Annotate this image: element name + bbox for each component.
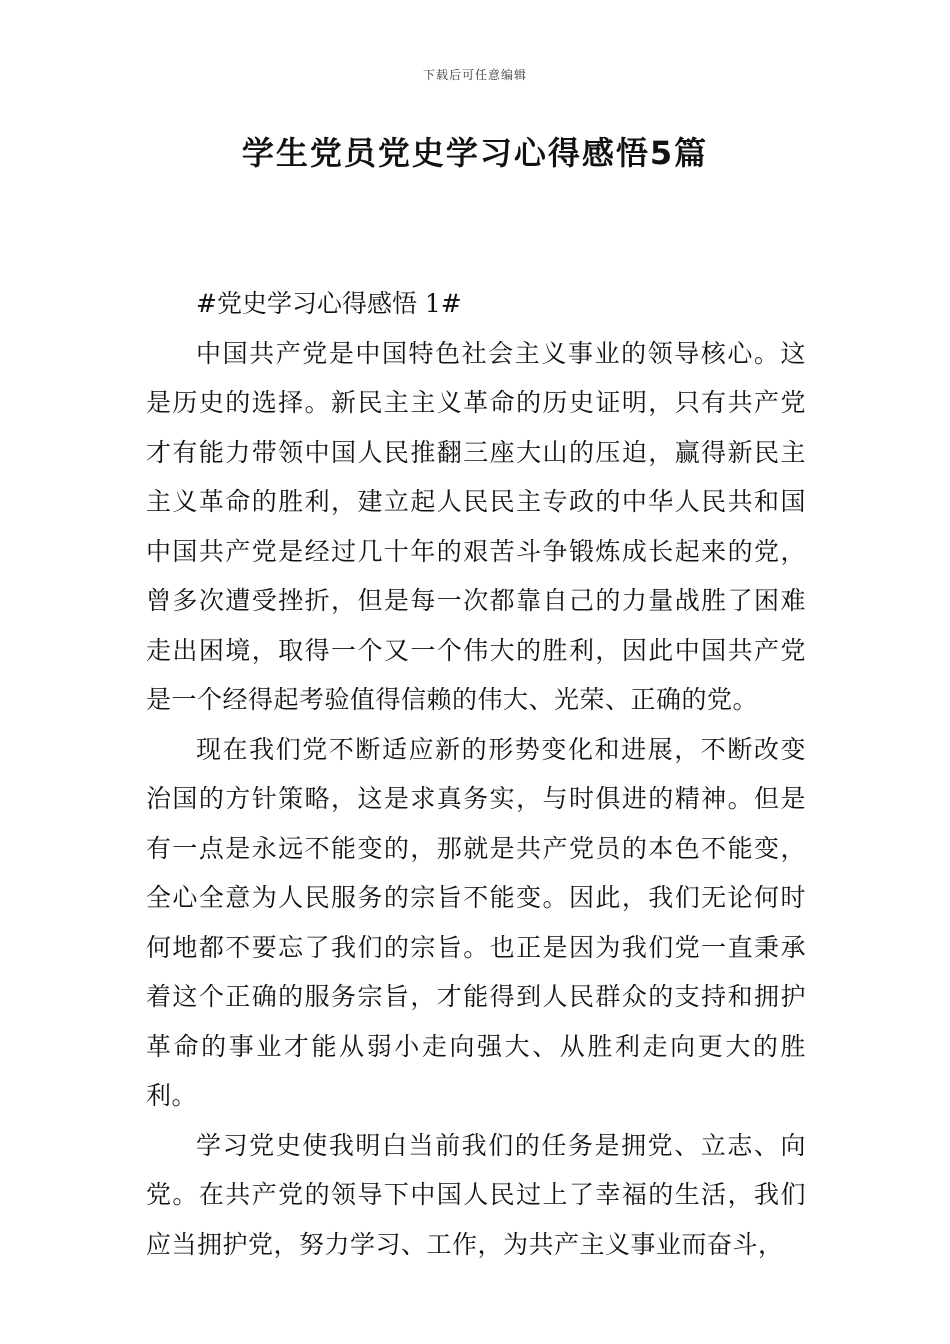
header-note: 下载后可任意编辑 (422, 68, 527, 82)
section-heading: #党史学习心得感悟 1# (196, 289, 462, 318)
paragraph-2: 现在我们党不断适应新的形势变化和进展，不断改变治国的方针策略，这是求真务实，与时俱进的精神。但是有一点是永远不能变的，那就是共产党员的本色不能变，全心全意为人民服务的宗旨不能变。因此，我们无论何时何地都不要忘了我们的宗旨。也正是因为我们党一直秉承着这个正确的服务宗旨，才能得到人民群众的支持和拥护革命的事业才能从弱小走向强大、从胜利走向更大的胜利。 (146, 734, 806, 1110)
paragraph-3: 学习党史使我明白当前我们的任务是拥党、立志、向党。在共产党的领导下中国人民过上了幸福的生活，我们应当拥护党，努力学习、工作，为共产主义事业而奋斗， (146, 1130, 806, 1259)
document-body (146, 279, 806, 1269)
document-title: 学生党员党史学习心得感悟5篇 (241, 134, 709, 172)
paragraph-1: 中国共产党是中国特色社会主义事业的领导核心。这是历史的选择。新民主主义革命的历史证明，只有共产党才有能力带领中国人民推翻三座大山的压迫，赢得新民主主义革命的胜利，建立起人民民主专政的中华人民共和国中国共产党是经过几十年的艰苦斗争锻炼成长起来的党，曾多次遭受挫折，但是每一次都靠自己的力量战胜了困难走出困境，取得一个又一个伟大的胜利，因此中国共产党是一个经得起考验值得信赖的伟大、光荣、正确的党。 (146, 338, 806, 714)
